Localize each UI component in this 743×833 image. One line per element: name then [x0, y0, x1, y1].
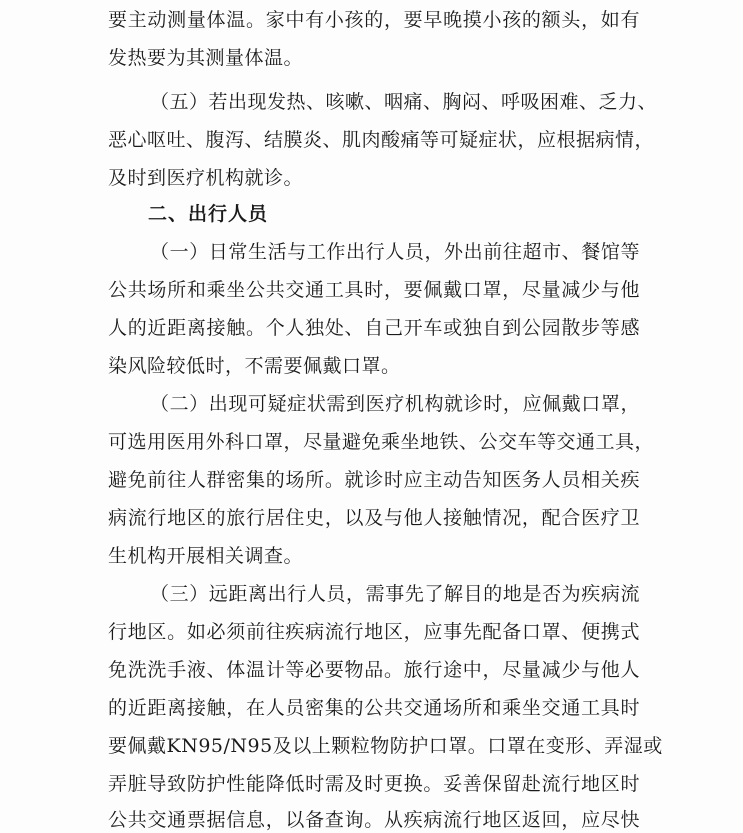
text-line: 行地区。如必须前往疾病流行地区，应事先配备口罩、便携式	[108, 621, 640, 643]
text-line: 及时到医疗机构就诊。	[108, 167, 304, 189]
text-line: （二）出现可疑症状需到医疗机构就诊时，应佩戴口罩，	[150, 393, 640, 415]
text-line: 发热要为其测量体温。	[108, 47, 304, 69]
text-line: 要主动测量体温。家中有小孩的，要早晚摸小孩的额头，如有	[108, 9, 640, 31]
text-line: （三）远距离出行人员，需事先了解目的地是否为疾病流	[150, 583, 640, 605]
text-line: 免洗洗手液、体温计等必要物品。旅行途中，尽量减少与他人	[108, 659, 640, 681]
text-line: 病流行地区的旅行居住史，以及与他人接触情况，配合医疗卫	[108, 507, 640, 529]
text-line: 弄脏导致防护性能降低时需及时更换。妥善保留赴流行地区时	[108, 773, 640, 795]
text-line: （一）日常生活与工作出行人员，外出前往超市、餐馆等	[150, 241, 640, 263]
text-line: 恶心呕吐、腹泻、结膜炎、肌肉酸痛等可疑症状，应根据病情，	[108, 129, 655, 151]
text-line: 人的近距离接触。个人独处、自己开车或独自到公园散步等感	[108, 317, 640, 339]
text-line: 生机构开展相关调查。	[108, 545, 304, 567]
text-line: 要佩戴KN95/N95及以上颗粒物防护口罩。口罩在变形、弄湿或	[108, 735, 663, 757]
text-line: （五）若出现发热、咳嗽、咽痛、胸闷、呼吸困难、乏力、	[150, 91, 658, 113]
text-line: 公共场所和乘坐公共交通工具时，要佩戴口罩，尽量减少与他	[108, 279, 640, 301]
text-line: 的近距离接触，在人员密集的公共交通场所和乘坐交通工具时	[108, 697, 640, 719]
text-line: 避免前往人群密集的场所。就诊时应主动告知医务人员相关疾	[108, 469, 640, 491]
text-line: 染风险较低时，不需要佩戴口罩。	[108, 355, 401, 377]
text-line: 公共交通票据信息，以备查询。从疾病流行地区返回，应尽快	[108, 809, 640, 831]
text-line: 可选用医用外科口罩，尽量避免乘坐地铁、公交车等交通工具，	[108, 431, 655, 453]
section-heading: 二、出行人员	[148, 203, 269, 225]
